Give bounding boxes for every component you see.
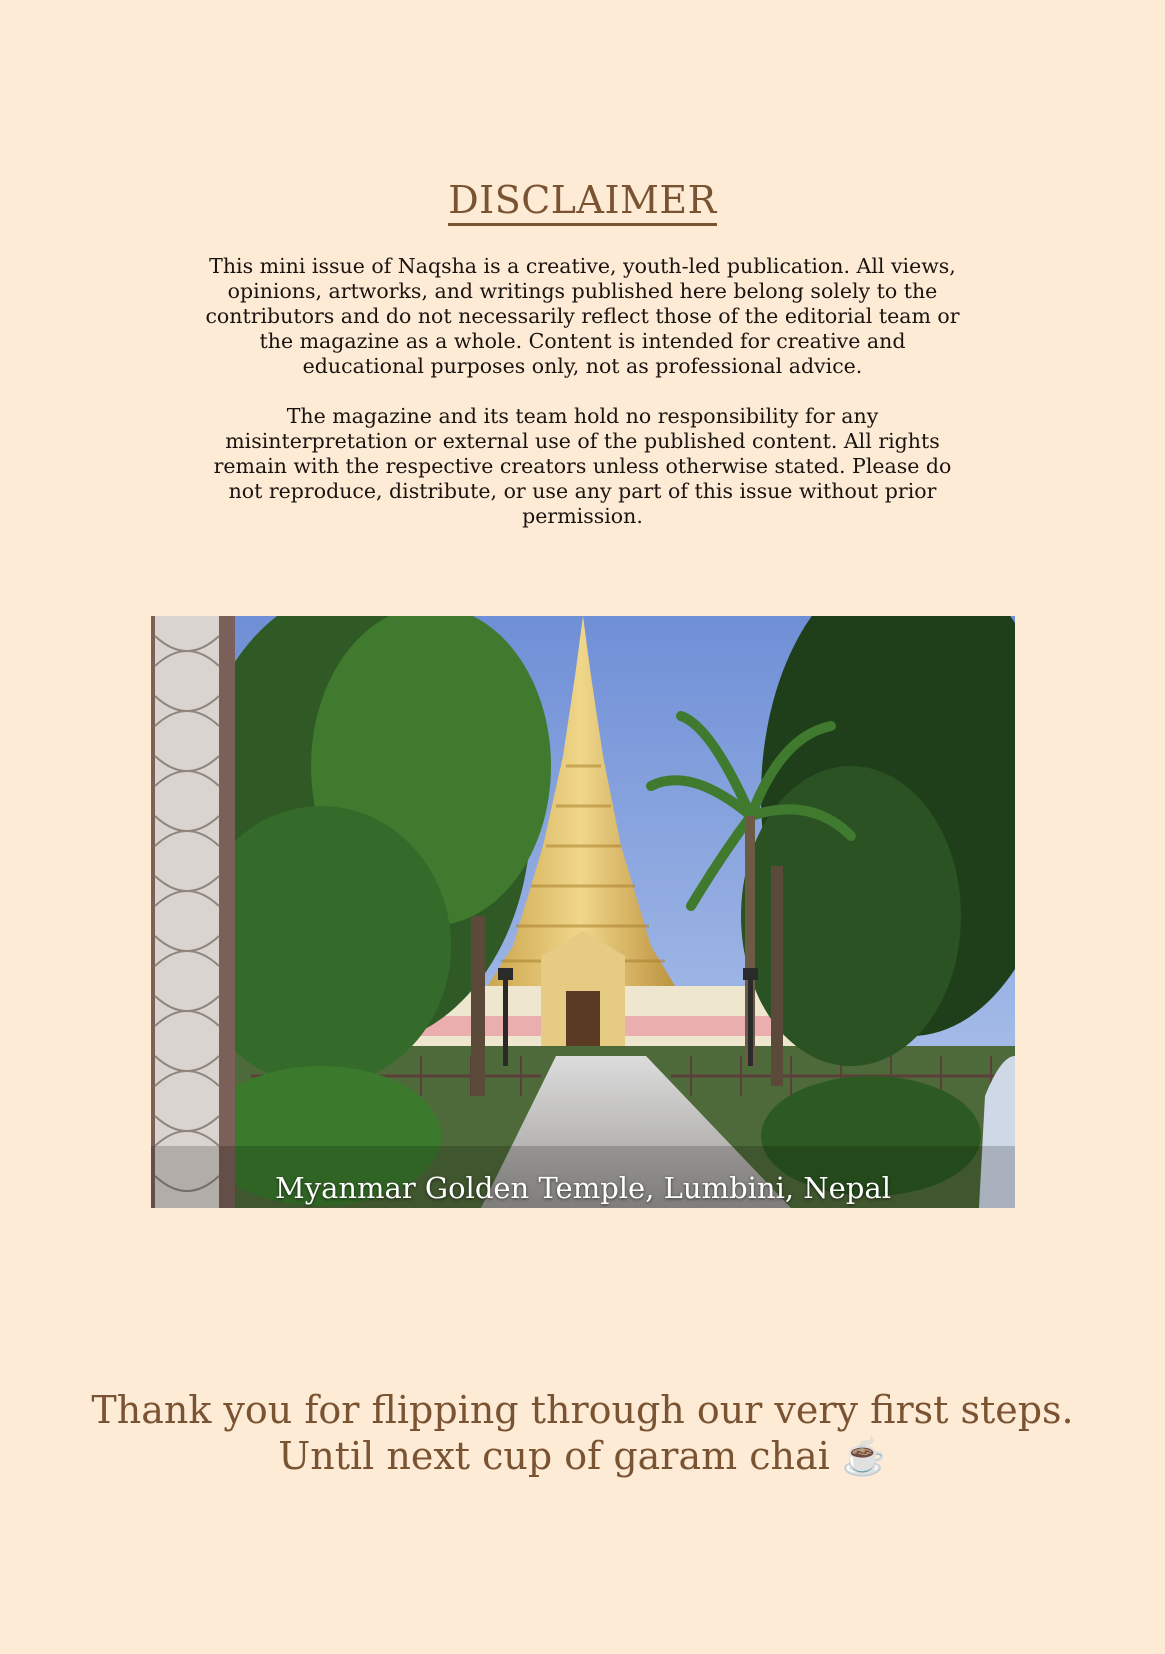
disclaimer-paragraph-2: The magazine and its team hold no responsibility for any misinterpretation or external use of the published content. All rights remain with the respective creators unless otherwise stated. Please do not reproduce, distribute, or use any part of this issue without prior permission. [213, 404, 952, 528]
closing-line-2: Until next cup of garam chai [278, 1434, 830, 1478]
disclaimer-paragraph-1: This mini issue of Naqsha is a creative, youth-led publication. All views, opinions, artworks, and writings published here belong solely to the contributors and do not necessarily reflect those of the editorial team or the magazine as a whole. Content is intended for creative and educational purposes only, not as professional advice. [205, 254, 960, 378]
temple-illustration [151, 616, 1015, 1208]
photo-caption: Myanmar Golden Temple, Lumbini, Nepal [275, 1171, 891, 1205]
page-title [0, 178, 1165, 222]
disclaimer-heading: DISCLAIMER [448, 178, 717, 226]
temple-photo [151, 616, 1015, 1208]
closing-line-2-wrapper [0, 1433, 1165, 1481]
closing-line-1: Thank you for flipping through our very first steps. [91, 1388, 1074, 1432]
chai-cup-icon: ☕ [841, 1437, 887, 1478]
